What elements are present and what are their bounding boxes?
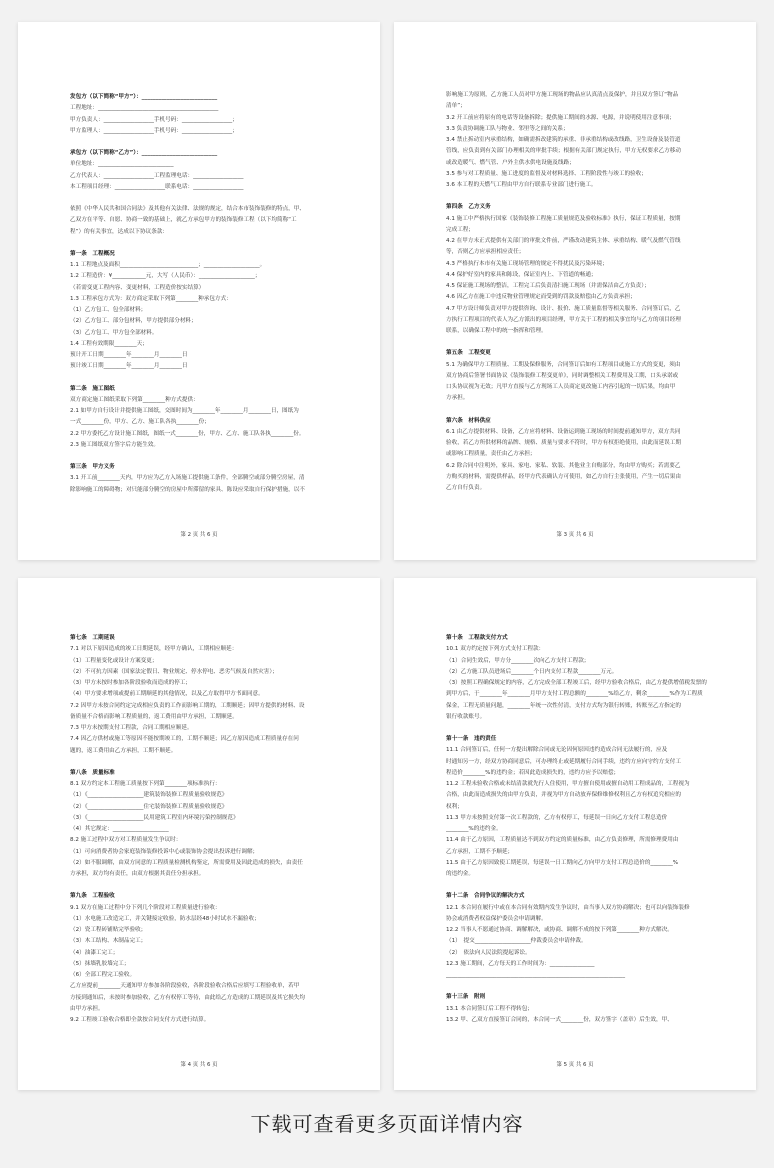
document-page-4	[18, 578, 380, 1090]
text-line: 12.2 当事人不愿通过协商、调解解决，或协商、调解不成的按下列第________种方式解决。	[446, 927, 673, 933]
text-line: （1）工程量变化或设计方案变更；	[70, 657, 158, 664]
text-line: 双方协商后签署书面协议《装饰装修工程变更单》，同时调整相关工程费用及工期，口头承诺或	[446, 372, 679, 379]
page-body	[446, 90, 712, 494]
text-line: 11.3 甲方未按照支付第一次工程款的，乙方有权停工，每延误一日向乙方支付工程总造价	[446, 814, 668, 821]
text-line: （2）不可抗力因素（国家法定假日、物业规定、停水停电、恶劣气候及自然灾害）；	[70, 668, 278, 675]
text-line: 保金，工程无质量问题，________年统一次性付清，支付方式均为银行转账，转账至乙方指定的	[446, 702, 681, 709]
text-line: 10.1 双方约定按下列方式支付工程款：	[446, 646, 545, 653]
text-line: 合格，由此而造成损失的由甲方负责，并视为甲方自动放弃保修维修权利且乙方有权追究相应的	[446, 792, 681, 799]
section-heading: 第十二条 合同争议的解决方式	[446, 893, 525, 900]
text-line: 乙双方在平等、自愿、协商一致的基础上，就乙方承包甲方的装饰装修工程（以下均简称“工	[70, 217, 297, 224]
text-line: 除影响施工的障碍物；对只能部分腾空的房屋中所滞留的家具、陈设应采取自行保护措施，以不	[70, 486, 305, 493]
text-line: 乙方应提前________天通知甲方参加各阶段验收，各阶段验收合格后应填写工程验收单，若甲	[70, 983, 300, 990]
text-line: （2）如不服调解，由双方同意的工程质量检测机构鉴定，所需费用及因此造成的损失，由责任	[70, 859, 303, 866]
text-line: 双方商定施工图纸采取下列第________种方式提供：	[70, 396, 199, 403]
text-line: 7.1 对以下原因造成的竣工日期延误，经甲方确认，工期相应顺延：	[70, 646, 238, 653]
text-line: 清单”；	[446, 103, 466, 110]
text-line: 验收，若乙方所供材料的品牌、规格、质量与要求不符时，甲方有权拒绝使用，由此而延误工期	[446, 440, 681, 446]
text-line: 3.4 禁止拆动室内承重结构，如确需拆改建筑的承重、非承重结构或改线路，卫生设备及装管道	[446, 137, 681, 143]
text-line: 单位地址：___________________________	[70, 161, 174, 168]
text-line: 12.3 施工期间，乙方每天的工作时间为：________________	[446, 960, 595, 967]
text-line: （4）油漆工完工；	[70, 949, 119, 956]
text-line: 1.1 工程地点及面积____________________________；____________________。	[70, 262, 266, 268]
text-line: （3）《____________________民用建筑工程室内环境污染控制规范》	[70, 814, 239, 821]
text-line: 3.6 本工程的天燃气工程由甲方自行联系专业部门进行施工。	[446, 182, 597, 188]
section-heading: 发包方（以下简称“甲方”）：___________________________	[70, 94, 218, 100]
text-line: 4.5 保证施工现场的整洁，工程完工后负责清扫施工现场（并需保洁由乙方负责）；	[446, 283, 650, 289]
text-line: 乙方代表人：__________________工程监理电话：__________________	[70, 172, 244, 179]
text-line: 题的，返工费用由乙方承担，工期不顺延。	[70, 747, 177, 754]
text-line: （3）乙方包工、甲方包全部材料。	[70, 329, 158, 336]
text-line: 甲方监理人：__________________手机号码：__________________；	[70, 127, 238, 134]
text-line: 4.1 施工中严格执行国家《装饰装修工程施工质量规范及验收标准》执行，保证工程质量，按期	[446, 215, 681, 222]
text-line: 程造价________%的违约金；若因此造成损失的，违约方应予以赔偿；	[446, 769, 620, 776]
text-line: 7.2 因甲方未按合同约定完成相应负责的工作而影响工期的，工期顺延；因甲方提供的材料、设	[70, 702, 305, 709]
text-line: （4）甲方要求增项或提前工期顺延的其他情况，以及乙方取得甲方书面同意。	[70, 691, 264, 698]
text-line: 方承担，双方均有责任，由双方根据其责任分担承担。	[70, 871, 205, 877]
document-page-5	[394, 578, 756, 1090]
text-line: 本工程项目经理：__________________联系电话：__________________	[70, 183, 244, 190]
text-line: 3.1 开工前________天内，甲方应为乙方入场施工提供施工条件，全部腾空或部分腾空房屋，清	[70, 475, 305, 482]
text-line: （3）按照工程确保规定的内容，乙方完成全部工程竣工后，经甲方验收合格后，由乙方提供增值税发票的	[446, 680, 707, 686]
text-line: （3）木工结构、木制品完工；	[70, 938, 147, 945]
text-line: 方承担。	[446, 395, 469, 402]
text-line: 工程地址：___________________________________________	[70, 105, 219, 112]
text-line: 12.1 本合同在履行中或在本合同有效期内发生争议时，由当事人双方协商解决；也可以向装饰装修	[446, 904, 690, 911]
text-line: 13.1 本合同签订后工程不得转包；	[446, 1005, 533, 1012]
text-line: 权利；	[446, 803, 463, 810]
text-line: （3）甲方未按时参加各阶段验收而造成的停工；	[70, 680, 192, 686]
text-line: 预计竣工日期________年________月________日	[70, 363, 188, 370]
text-line: 程”）的有关事宜，达成以下协议条款：	[70, 228, 168, 235]
download-more-link[interactable]: 下载可查看更多页面详情内容	[250, 1112, 524, 1136]
text-line: （1）水电施工改造完工，并关键接定收验，防水层经48小时试水不漏验收；	[70, 915, 260, 922]
text-line: 3.2 开工前应将原有的电话等设备拆除；提供施工期间的水源、电源，并说明使用注意事项；	[446, 114, 675, 121]
text-line: （1）《____________________建筑装饰装修工程质量验收规范》	[70, 792, 228, 799]
text-line: （1）合同生效后，甲方分________次向乙方支付工程款；	[446, 657, 590, 664]
page-number: 第 4 页 共 6 页	[180, 1062, 218, 1068]
section-heading: 第十三条 附则	[446, 994, 486, 1001]
text-line: 4.3 严格执行本市有关施工现场管理的规定不得扰民及污染环境；	[446, 260, 608, 267]
text-line: 9.1 双方在施工过程中分下列几个阶段对工程质量进行验收：	[70, 904, 221, 911]
text-line: 13.2 甲、乙双方直接签订合同的，本合同一式________份，双方签字（盖章）后生效，甲、	[446, 1016, 673, 1023]
text-line: 口头协议视为无效；凡甲方直接与乙方现场工人员商定更改施工内容引起的一切后果，均由甲	[446, 384, 676, 390]
text-line: 预计开工日期________年________月________日	[70, 352, 188, 358]
text-line: 2.1 如甲方自行设计并提供施工图纸，交图时间为________年________月________日，图纸为	[70, 408, 299, 414]
text-line: 1.4 工程有效期限________天；	[70, 340, 148, 347]
text-line: 方接到通知后，未按时参加验收，乙方有权停工等待，由此给乙方造成的工期延误及其它损失均	[70, 994, 305, 1001]
text-line: 或影响工程质量，责任由乙方承担；	[446, 451, 536, 458]
text-line: （1） 提交____________________仲裁委员会申请仲裁。	[446, 938, 587, 945]
text-line: 方执行工程项目的代表人为乙方派出的项目经理，甲方关于工程的相关事宜均与乙方的项目经理	[446, 316, 681, 323]
section-heading: 第六条 材料供应	[446, 417, 491, 424]
text-line: 4.6 因乙方在施工中违反物业管理规定而受到的罚款及赔偿由乙方负责承担；	[446, 294, 636, 301]
text-line: 6.2 除合同中注明外，家具、家电、家私、软装、其他业主自购部分，均由甲方购买；若需要乙	[446, 462, 681, 469]
text-line: 由甲方承担。	[70, 1005, 104, 1012]
section-heading: 第八条 质量标准	[70, 769, 115, 776]
text-line: 或改造暖气、燃气管、户外主供水供电设施及线路；	[446, 159, 575, 166]
text-line: 2.3 施工图纸双方签字后方能生效。	[70, 441, 159, 448]
section-heading: 承包方（以下简称“乙方”）：___________________________	[70, 150, 218, 156]
section-heading: 第一条 工程概况	[70, 250, 115, 257]
section-heading: 第七条 工期延误	[70, 635, 115, 641]
page-body	[446, 633, 712, 1026]
text-line: 8.2 施工过程中双方对工程质量发生争议时：	[70, 837, 182, 844]
text-line: ________________________________________________________________	[446, 972, 625, 978]
page-number: 第 5 页 共 6 页	[556, 1062, 594, 1068]
page-body	[70, 92, 336, 496]
text-line: 4.4 保护好室内的家具和陈设，保证室内上、下管道的畅通；	[446, 271, 597, 278]
text-line: （若需变更工程内容、变更材料，工程造价按实结算）	[70, 284, 205, 291]
text-line: （2）《____________________住宅装饰装修工程质量验收规范》	[70, 803, 228, 810]
text-line: （2）乙方施工队员进场后________个日内支付工程款________万元。	[446, 668, 618, 675]
text-line: 联系，以确保工程中的统一指挥和管理。	[446, 328, 547, 334]
text-line: 3.3 负责协调施工队与物业、邻里等之间的关系；	[446, 125, 569, 132]
text-line: 3.5 参与对工程质量、施工进度的监督及对材料选择、工程阶段性与竣工的验收；	[446, 170, 647, 177]
section-heading: 第五条 工程变更	[446, 350, 491, 357]
text-line: 管线，应负责到有关部门办理相关的审批手续；根据有关部门规定执行，甲方无权要求乙方移动	[446, 148, 681, 155]
text-line: 时通知另一方，经双方协商同意后，可办理终止或延期履行合同手续，违约方应向守约方支付工	[446, 758, 681, 765]
text-line: 11.5 由于乙方原因致使工期延误，每延误一日工期向乙方向甲方支付工程总造价的________%	[446, 859, 679, 866]
text-line: 4.2 在甲方未正式提供有关部门的审批文件前，严谨改动建筑主体、承重结构、暖气及燃气管线	[446, 238, 681, 244]
page-number: 第 3 页 共 6 页	[556, 532, 594, 538]
text-line: （2）乙方包工、部分包材料，甲方提供部分材料；	[70, 318, 197, 325]
text-line: 7.4 因乙方供材或施工等原因不能按期竣工的，工期不顺延；因乙方原因造成工程质量存在问	[70, 736, 299, 743]
paragraph-gap	[70, 193, 336, 204]
page-body	[70, 633, 336, 1026]
text-line: 方购买的材料，需提供样品，经甲方代表确认方可使用，如乙方自行主张使用，产生一切后果由	[446, 473, 681, 480]
text-line: 乙方自行负责。	[446, 485, 486, 491]
text-line: 乙方承担，工期不予顺延；	[446, 848, 514, 855]
section-heading: 第十一条 违约责任	[446, 736, 497, 742]
text-line: （1）乙方包工、包全部材料；	[70, 307, 147, 313]
section-heading: 第二条 施工图纸	[70, 385, 115, 392]
text-line: （4）其它规定：____________________	[70, 826, 169, 832]
text-line: 11.1 合同签订后，任何一方提出解除合同或无论因何原因违约造成合同无法履行的，应及	[446, 747, 668, 754]
text-line: ________%的违约金。	[446, 826, 502, 832]
text-line: （5）抹墙乳胶墙完工；	[70, 960, 130, 967]
text-line: （6）全部工程完工验收。	[70, 972, 136, 978]
document-page-2	[18, 22, 380, 560]
text-line: 5.1 为确保甲方工程质量、工期及保修服务，合同签订后如有工程项目或施工方式的变更，须由	[446, 361, 681, 368]
page-number: 第 2 页 共 6 页	[180, 532, 218, 538]
text-line: 甲方负责人：__________________手机号码：__________________；	[70, 116, 238, 123]
text-line: 1.3 工程承包方式为：双方商定采取下列第________种承包方式：	[70, 295, 232, 302]
text-line: 的违约金。	[446, 871, 474, 877]
text-line: 11.4 由于乙方原因，工程质量达不到双方约定的质量标准，由乙方负责修理，所需修理费用由	[446, 837, 679, 844]
text-line: （2）瓷工程砖铺贴完毕验收；	[70, 927, 147, 933]
text-line: 11.2 工程未验收合格或未结清款就先行人住使用，甲方擅自使用或擅自动用工程成品的，工程视为	[446, 781, 690, 787]
section-heading: 第十条 工程款支付方式	[446, 635, 508, 641]
text-line: 一式________份，甲方、乙方、施工队各执________份；	[70, 419, 210, 426]
text-line: 银行收款账号。	[446, 713, 486, 720]
text-line: 到甲方后，于________年________月甲方支付工程总额的________%给乙方，剩余________%作为工程质	[446, 691, 703, 698]
text-line: 影响施工为原则，乙方施工人员对甲方施工现场的物品应认真清点及保护，并且双方签订“物品	[446, 92, 679, 98]
text-line: 等，否则乙方应承担相应责任；	[446, 249, 525, 256]
text-line: 8.1 双方约定本工程施工质量按下列第________项标准执行：	[70, 781, 221, 787]
text-line: 7.3 甲方未按期支付工程款，合同工期相应顺延。	[70, 725, 193, 731]
text-line: 协会或消费者权益保护委员会申请调解。	[446, 915, 547, 922]
text-line: 备质量不合格而影响工程质量的，返工费用由甲方承担，工期顺延。	[70, 713, 238, 720]
section-heading: 第三条 甲方义务	[70, 464, 115, 470]
text-line: 6.1 由乙方提供材料、设备，乙方应将材料、设备运到施工现场的时间提前通知甲方，双方共同	[446, 428, 681, 435]
text-line: 依照《中华人民共和国合同法》及其他有关法律、法规的规定，结合本市装饰装修的特点，甲、	[70, 206, 305, 212]
text-line: 4.7 甲方设计师负责对甲方提供咨询、设计、报价、施工质量监督等相关服务、合同签订后，乙	[446, 305, 681, 312]
paragraph-gap	[70, 137, 336, 148]
document-page-3	[394, 22, 756, 560]
text-line: 1.2 工程造价：¥____________元，大写（人民币）：____________________；	[70, 273, 261, 280]
text-line: 完成工程；	[446, 226, 474, 233]
text-line: 9.2 工程竣工验收合格即全款按合同支付方式进行结算。	[70, 1017, 210, 1023]
section-heading: 第九条 工程验收	[70, 893, 115, 900]
text-line: （1）可向消费者协会家庭装饰装修投诉中心或装饰协会提出投诉进行调解；	[70, 848, 259, 855]
text-line: （2） 依法向人民法院提起诉讼。	[446, 949, 531, 956]
text-line: 2.2 甲方委托乙方设计施工图纸，图纸一式________份，甲方、乙方、施工队各执________份。	[70, 430, 305, 437]
section-heading: 第四条 乙方义务	[446, 204, 491, 211]
